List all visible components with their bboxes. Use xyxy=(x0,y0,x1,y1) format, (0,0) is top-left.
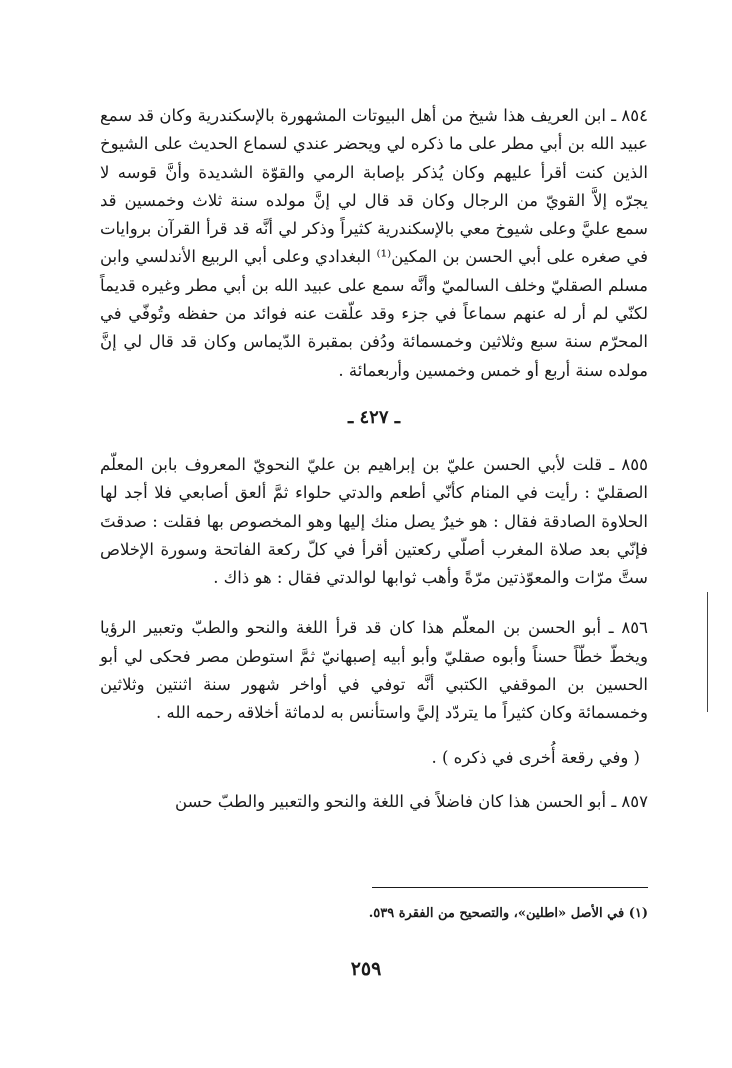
footnote-separator xyxy=(372,887,648,888)
footnote: (١) في الأصل «اطلين»، والتصحيح من الفقرة ٥٣٩. xyxy=(368,906,648,921)
paragraph-856: ٨٥٦ ـ أبو الحسن بن المعلّم هذا كان قد قرأ اللغة والنحو والطبّ وتعبير الرؤيا ويخطّ خطّاً حسناً وأبوه صقليّ وأبو أبيه إصبهانيّ ثمَّ استوطن مصر فحكى لي أبو الحسين بن الموقفي الكتبي أنَّه توفي في أواخر شهور سنة اثنتين وثلاثين وخمسمائة وكان كثيراً ما يتردّد إليَّ واستأنس به لدماثة أخلاقه رحمه الله . xyxy=(100,618,648,723)
section-number: ـ ٤٢٧ ـ xyxy=(347,406,401,428)
page-number: ٢٥٩ xyxy=(350,958,382,980)
paragraph-855: ٨٥٥ ـ قلت لأبي الحسن عليّ بن إبراهيم بن عليّ النحويّ المعروف بابن المعلّم الصقليّ : رأيت في المنام كأنّي أطعم والدتي حلواء ثمَّ ألعق أصابعي فلا أجد لها الحلاوة الصادقة فقال : هو خيرٌ يصل منك إليها وهو المخصوص بها فقلت : صدقتَ فإنّي بعد صلاة المغرب أصلّي ركعتين أقرأ في كلّ ركعة الفاتحة وسورة الإخلاص ستَّ مرّات والمعوّذتين مرّةً وأهب ثوابها لوالدتي فقال : هو ذاك . xyxy=(100,454,648,588)
paragraph-857: ٨٥٧ ـ أبو الحسن هذا كان فاضلاً في اللغة والنحو والتعبير والطبّ حسن xyxy=(175,791,648,811)
paragraph-note: ( وفي رقعة أُخرى في ذكره ) . xyxy=(431,747,640,767)
page-body xyxy=(100,102,648,816)
margin-rule xyxy=(707,592,708,712)
paragraph-854: ٨٥٤ ـ ابن العريف هذا شيخ من أهل البيوتات المشهورة بالإسكندرية وكان قد سمع عبيد الله بن أبي مطر على ما ذكره لي ويحضر عندي لسماع الحديث على الشيوخ الذين كنت أقرأ عليهم وكان يُذكر بإصابة الرمي والقوّة الشديدة وأنَّ قوسه لا يجرّه إلاَّ القويّ من الرجال وكان قد قال لي إنَّ مولده سنة ثلاث وخمسين قد سمع عليَّ وعلى شيوخ معي بالإسكندرية كثيراً وذكر لي أنَّه قد قرأ القرآن بروايات في صغره على أبي الحسن بن المكين⁽¹⁾ البغدادي وعلى أبي الربيع الأندلسي وابن مسلم الصقليّ وخلف السالميّ وأنَّه سمع على عبيد الله بن أبي مطر وغيره قديماً لكنّي لم أر له عنهم سماعاً في جزء وقد علّقت عنه فوائد من حفظه وتُوفّي في المحرّم سنة سبع وثلاثين وخمسمائة ودُفن بمقبرة الدّيماس وكان قد قال لي إنَّ مولده سنة أربع أو خمس وخمسين وأربعمائة . xyxy=(100,106,648,380)
